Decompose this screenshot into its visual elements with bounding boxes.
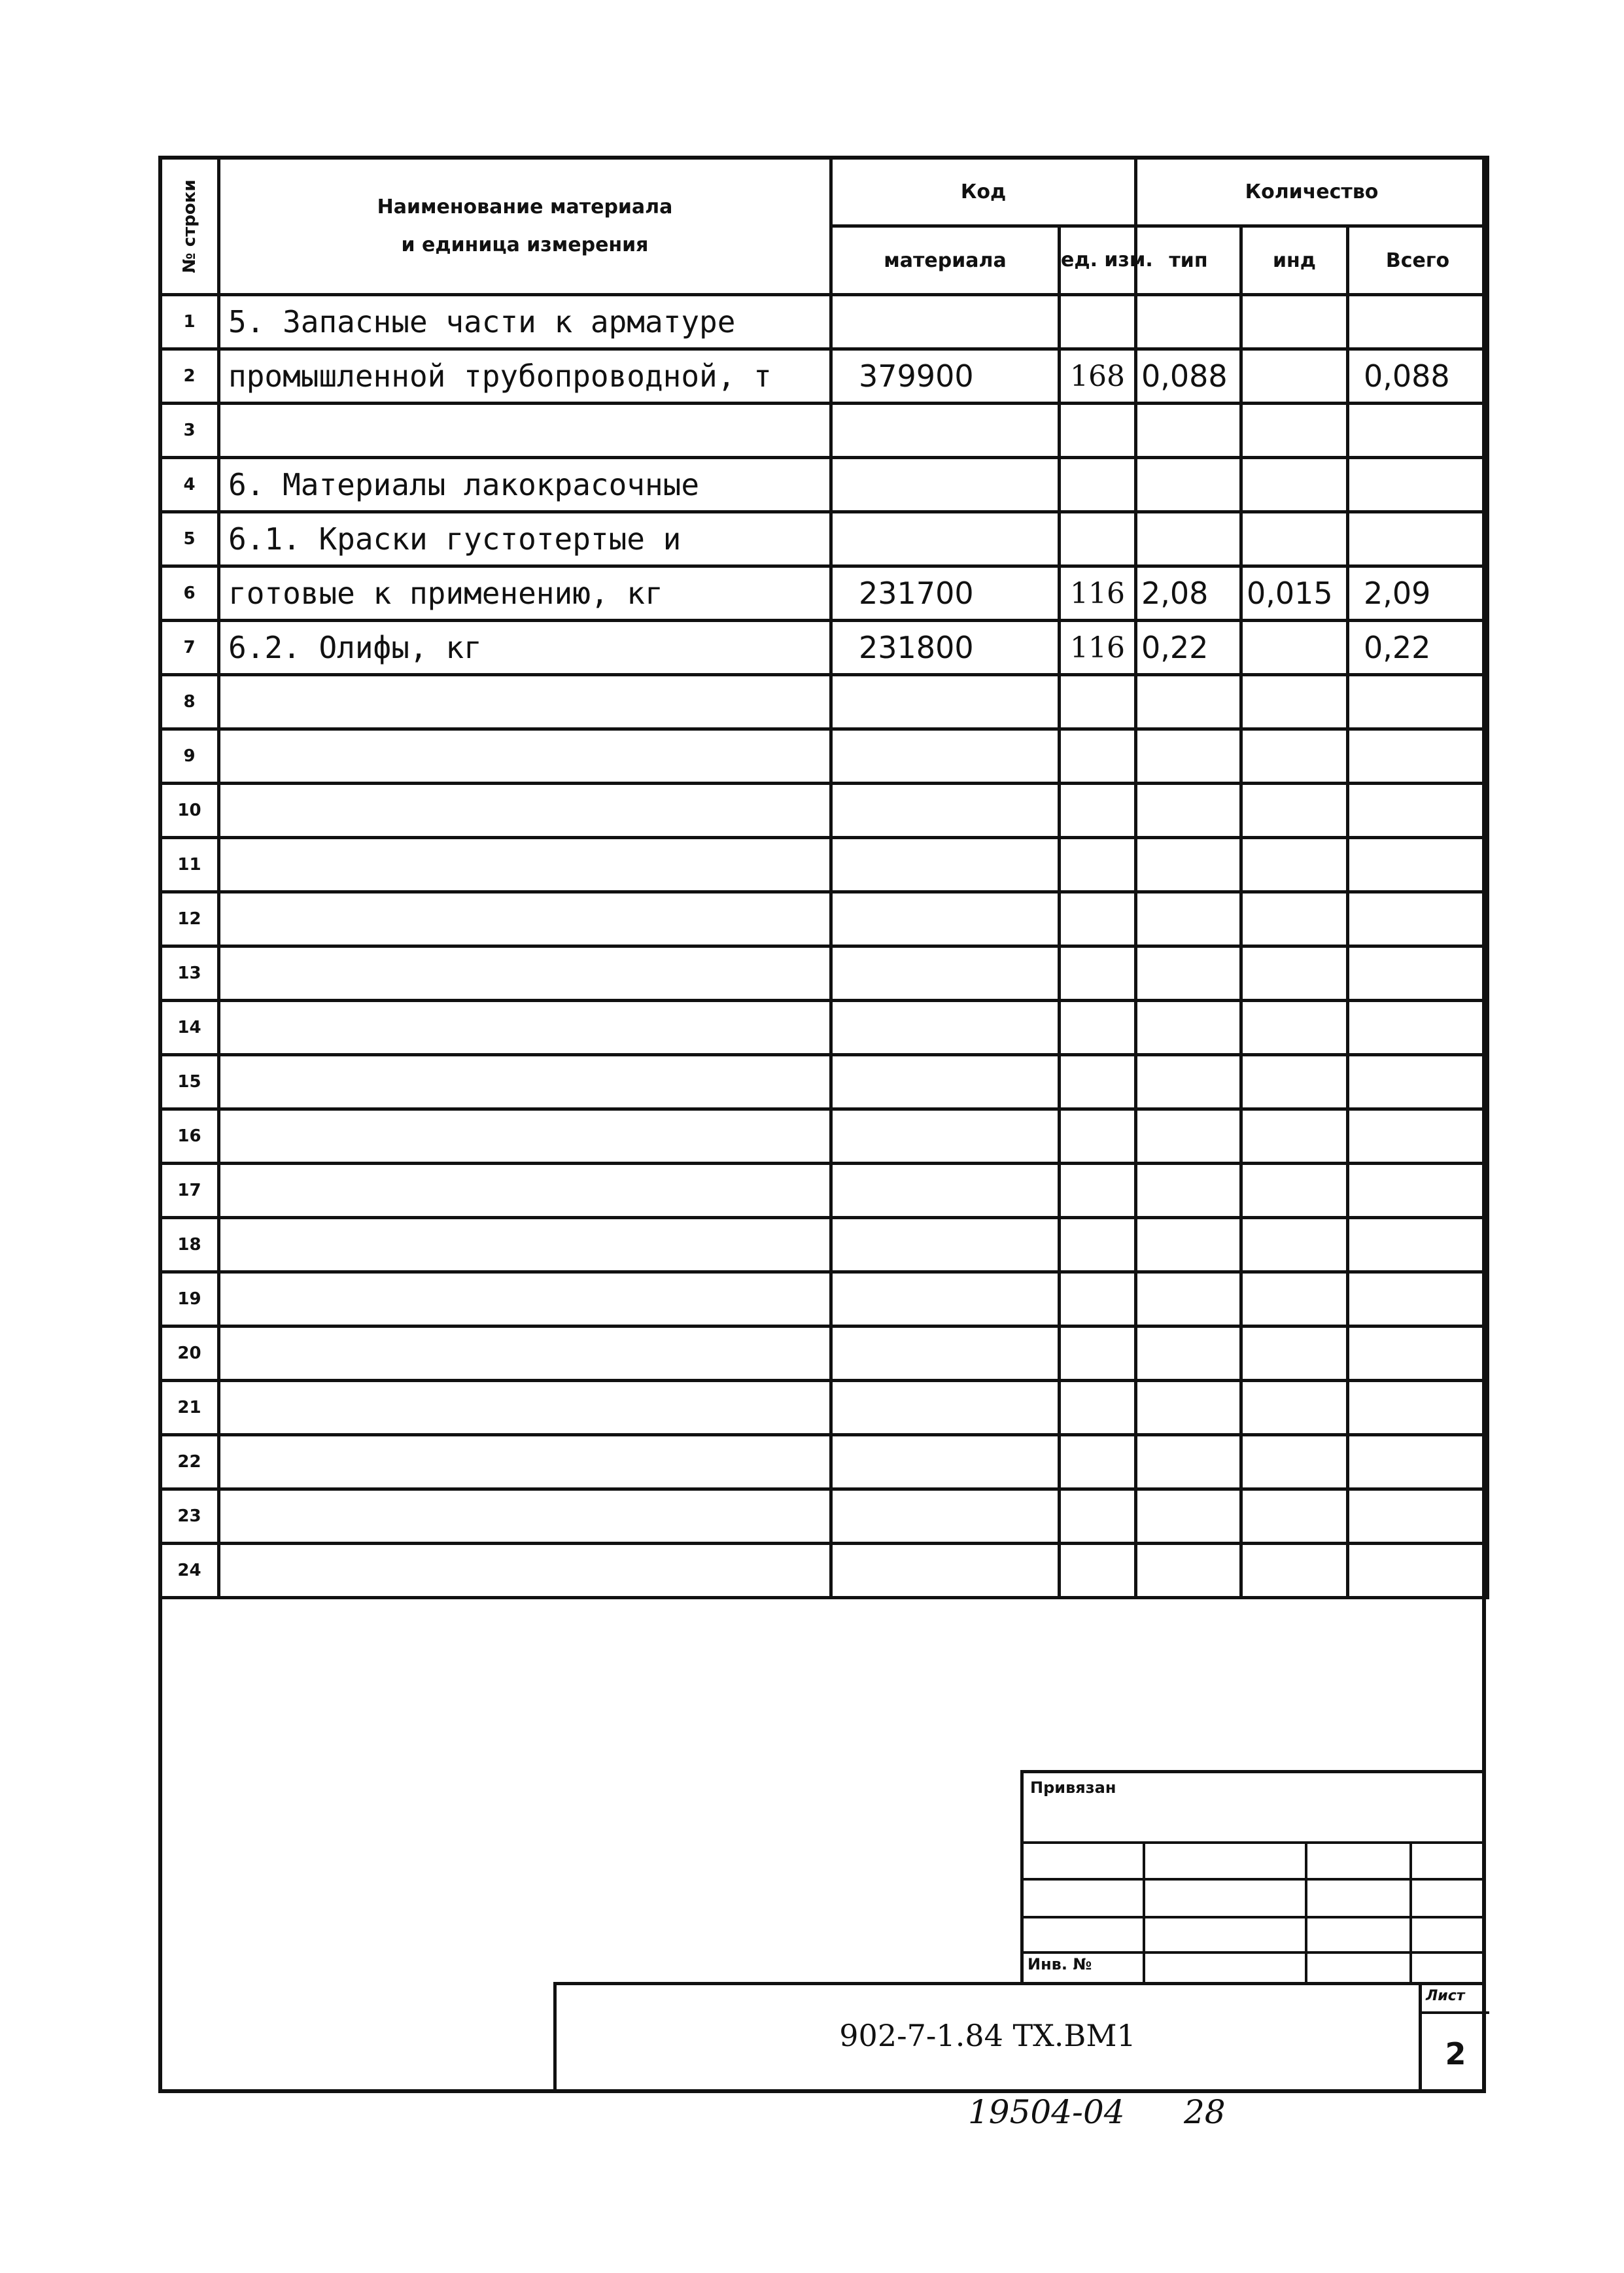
stamp-line [1305,1841,1307,1985]
material-name-cell [219,1435,831,1489]
material-code-cell [831,295,1060,349]
qty-total-cell [1348,729,1488,784]
unit-code-cell: 168 [1060,349,1136,404]
unit-code-cell [1060,892,1136,946]
material-name-header-line2: и единица измерения [401,233,649,256]
unit-code-cell [1060,512,1136,566]
material-code-cell [831,512,1060,566]
material-name-cell [219,1055,831,1109]
sheet-number: 2 [1445,2036,1466,2072]
material-code-cell [831,1164,1060,1218]
row-number-header: № строки [160,158,219,295]
table-row [160,1327,1488,1381]
document-designation: 902-7-1.84 ТХ.ВМ1 [839,2018,1136,2053]
sheet-label: Лист [1426,1988,1465,2004]
code-header: Код [831,158,1136,226]
sheet-separator [1422,2011,1489,2014]
material-code-cell [831,838,1060,892]
material-code-cell [831,946,1060,1001]
row-number-cell: 21 [160,1381,219,1435]
table-row [160,784,1488,838]
unit-code-cell [1060,295,1136,349]
material-name-cell [219,1001,831,1055]
qty-total-cell: 2,09 [1348,566,1488,621]
row-number-cell: 1 [160,295,219,349]
row-number-cell: 13 [160,946,219,1001]
row-number-cell: 9 [160,729,219,784]
table-row [160,512,1488,566]
row-number-cell: 15 [160,1055,219,1109]
qty-ind-cell [1241,512,1348,566]
qty-ind-cell [1241,295,1348,349]
material-code-cell: 231800 [831,621,1060,675]
material-code-cell: 379900 [831,349,1060,404]
material-code-cell [831,1109,1060,1164]
unit-code-cell [1060,838,1136,892]
qty-type-cell [1136,1109,1241,1164]
qty-ind-cell [1241,404,1348,458]
row-number-cell: 2 [160,349,219,404]
qty-type-cell: 0,22 [1136,621,1241,675]
unit-code-cell [1060,1218,1136,1272]
qty-ind-cell [1241,349,1348,404]
qty-type-cell [1136,458,1241,512]
qty-total-cell [1348,295,1488,349]
qty-type-cell [1136,1218,1241,1272]
qty-type-cell [1136,404,1241,458]
material-code-cell [831,1435,1060,1489]
qty-type-cell [1136,946,1241,1001]
qty-total-cell [1348,1435,1488,1489]
table-row [160,729,1488,784]
qty-type-header: тип [1136,226,1241,295]
unit-code-cell [1060,1327,1136,1381]
table-row [160,675,1488,729]
qty-type-cell [1136,729,1241,784]
qty-total-cell [1348,1109,1488,1164]
row-number-cell: 10 [160,784,219,838]
unit-code-cell [1060,1272,1136,1327]
qty-ind-cell [1241,784,1348,838]
bound-label: Привязан [1030,1778,1116,1797]
qty-ind-cell [1241,675,1348,729]
row-number-cell: 5 [160,512,219,566]
unit-code-cell [1060,729,1136,784]
material-name-cell [219,1381,831,1435]
qty-total-cell [1348,1055,1488,1109]
stamp-line [1024,1878,1486,1881]
inventory-number-label: Инв. № [1028,1955,1092,1973]
title-block [553,1982,1486,2093]
material-code-cell [831,1055,1060,1109]
qty-type-cell [1136,1272,1241,1327]
sheet-box [1419,1985,1489,2093]
qty-type-cell: 2,08 [1136,566,1241,621]
qty-ind-cell [1241,1001,1348,1055]
table-row [160,1435,1488,1489]
qty-type-cell [1136,892,1241,946]
table-row [160,1544,1488,1598]
unit-code-cell [1060,1001,1136,1055]
qty-total-cell [1348,1327,1488,1381]
qty-ind-cell [1241,1055,1348,1109]
unit-code-cell [1060,946,1136,1001]
row-number-cell: 4 [160,458,219,512]
qty-total-cell [1348,1164,1488,1218]
material-code-cell [831,1544,1060,1598]
material-code-cell [831,1218,1060,1272]
table-row [160,1055,1488,1109]
table-row [160,838,1488,892]
row-number-cell: 12 [160,892,219,946]
qty-type-cell [1136,1001,1241,1055]
qty-ind-cell: 0,015 [1241,566,1348,621]
material-name-cell [219,892,831,946]
row-number-cell: 8 [160,675,219,729]
table-row [160,1272,1488,1327]
qty-total-cell [1348,892,1488,946]
qty-type-cell [1136,838,1241,892]
material-name-cell [219,1109,831,1164]
table-row [160,946,1488,1001]
row-number-cell: 23 [160,1489,219,1544]
unit-code-cell [1060,1055,1136,1109]
qty-ind-cell [1241,892,1348,946]
qty-type-cell [1136,1055,1241,1109]
material-name-cell: 6. Материалы лакокрасочные [219,458,831,512]
material-code-cell [831,404,1060,458]
row-number-cell: 18 [160,1218,219,1272]
qty-ind-cell [1241,1435,1348,1489]
row-number-cell: 3 [160,404,219,458]
materials-table [158,156,1489,1599]
qty-type-cell [1136,1435,1241,1489]
qty-type-cell [1136,1327,1241,1381]
material-code-cell [831,458,1060,512]
qty-total-cell [1348,1544,1488,1598]
unit-code-cell [1060,1435,1136,1489]
material-name-cell [219,1489,831,1544]
qty-total-cell: 0,22 [1348,621,1488,675]
qty-total-cell: 0,088 [1348,349,1488,404]
material-code-cell [831,784,1060,838]
qty-type-cell [1136,1544,1241,1598]
table-row [160,621,1488,675]
binding-stamp [1020,1770,1486,1982]
table-row [160,1489,1488,1544]
qty-type-cell [1136,675,1241,729]
table-row [160,1001,1488,1055]
row-number-cell: 22 [160,1435,219,1489]
page-number: 28 [1184,2093,1226,2131]
material-name-cell: 6.2. Олифы, кг [219,621,831,675]
table-row [160,404,1488,458]
table-row [160,458,1488,512]
table-row [160,1381,1488,1435]
row-number-cell: 17 [160,1164,219,1218]
qty-total-cell [1348,458,1488,512]
table-row [160,295,1488,349]
qty-type-cell: 0,088 [1136,349,1241,404]
table-row [160,566,1488,621]
qty-total-cell [1348,1489,1488,1544]
row-number-cell: 7 [160,621,219,675]
material-name-cell [219,1327,831,1381]
unit-code-cell: 116 [1060,566,1136,621]
qty-ind-cell [1241,621,1348,675]
unit-code-cell [1060,1164,1136,1218]
stamp-line [1024,1841,1486,1844]
material-code-cell [831,1489,1060,1544]
archive-number: 19504-04 [968,2093,1125,2131]
code-material-header: материала [831,226,1060,295]
qty-ind-cell [1241,1164,1348,1218]
material-code-cell [831,675,1060,729]
material-code-cell: 231700 [831,566,1060,621]
material-name-cell [219,404,831,458]
material-name-cell: готовые к применению, кг [219,566,831,621]
qty-ind-cell [1241,1489,1348,1544]
unit-code-cell [1060,404,1136,458]
qty-total-cell [1348,784,1488,838]
code-unit-header: ед. изм. [1060,226,1136,295]
qty-ind-cell [1241,1544,1348,1598]
qty-type-cell [1136,512,1241,566]
table-row [160,1164,1488,1218]
qty-total-cell [1348,946,1488,1001]
stamp-line [1143,1841,1145,1985]
row-number-cell: 19 [160,1272,219,1327]
stamp-line [1024,1951,1486,1954]
qty-ind-cell [1241,1109,1348,1164]
table-row [160,1218,1488,1272]
qty-ind-cell [1241,458,1348,512]
material-name-cell [219,784,831,838]
qty-ind-cell [1241,1218,1348,1272]
qty-total-cell [1348,838,1488,892]
qty-total-cell [1348,404,1488,458]
qty-ind-header: инд [1241,226,1348,295]
qty-ind-cell [1241,729,1348,784]
material-code-cell [831,1381,1060,1435]
material-name-cell [219,1544,831,1598]
material-code-cell [831,1001,1060,1055]
qty-type-cell [1136,784,1241,838]
qty-total-cell [1348,512,1488,566]
row-number-cell: 24 [160,1544,219,1598]
material-name-cell [219,1218,831,1272]
qty-type-cell [1136,1489,1241,1544]
row-number-cell: 20 [160,1327,219,1381]
qty-total-header: Всего [1348,226,1488,295]
material-code-cell [831,892,1060,946]
qty-ind-cell [1241,838,1348,892]
unit-code-cell [1060,1489,1136,1544]
material-code-cell [831,729,1060,784]
unit-code-cell: 116 [1060,621,1136,675]
unit-code-cell [1060,458,1136,512]
row-number-cell: 6 [160,566,219,621]
material-name-cell [219,675,831,729]
unit-code-cell [1060,1544,1136,1598]
qty-type-cell [1136,1381,1241,1435]
stamp-line [1024,1916,1486,1918]
qty-type-cell [1136,295,1241,349]
qty-total-cell [1348,1001,1488,1055]
qty-ind-cell [1241,1381,1348,1435]
unit-code-cell [1060,1381,1136,1435]
row-number-cell: 16 [160,1109,219,1164]
material-name-cell [219,1272,831,1327]
row-number-cell: 14 [160,1001,219,1055]
quantity-header: Количество [1136,158,1488,226]
material-name-cell [219,946,831,1001]
material-code-cell [831,1327,1060,1381]
unit-code-cell [1060,1109,1136,1164]
unit-code-cell [1060,784,1136,838]
qty-total-cell [1348,1381,1488,1435]
material-name-cell [219,729,831,784]
qty-ind-cell [1241,1327,1348,1381]
unit-code-cell [1060,675,1136,729]
qty-type-cell [1136,1164,1241,1218]
table-row [160,1109,1488,1164]
material-name-cell: 6.1. Краски густотертые и [219,512,831,566]
material-name-cell: 5. Запасные части к арматуре [219,295,831,349]
row-number-cell: 11 [160,838,219,892]
table-row [160,349,1488,404]
stamp-line [1409,1841,1412,1985]
qty-total-cell [1348,1272,1488,1327]
table-row [160,892,1488,946]
qty-total-cell [1348,1218,1488,1272]
material-name-cell: промышленной трубопроводной, т [219,349,831,404]
material-name-cell [219,1164,831,1218]
qty-total-cell [1348,675,1488,729]
qty-ind-cell [1241,946,1348,1001]
material-name-header [219,158,831,295]
qty-ind-cell [1241,1272,1348,1327]
material-name-header-line1: Наименование материала [377,195,673,218]
material-code-cell [831,1272,1060,1327]
material-name-cell [219,838,831,892]
